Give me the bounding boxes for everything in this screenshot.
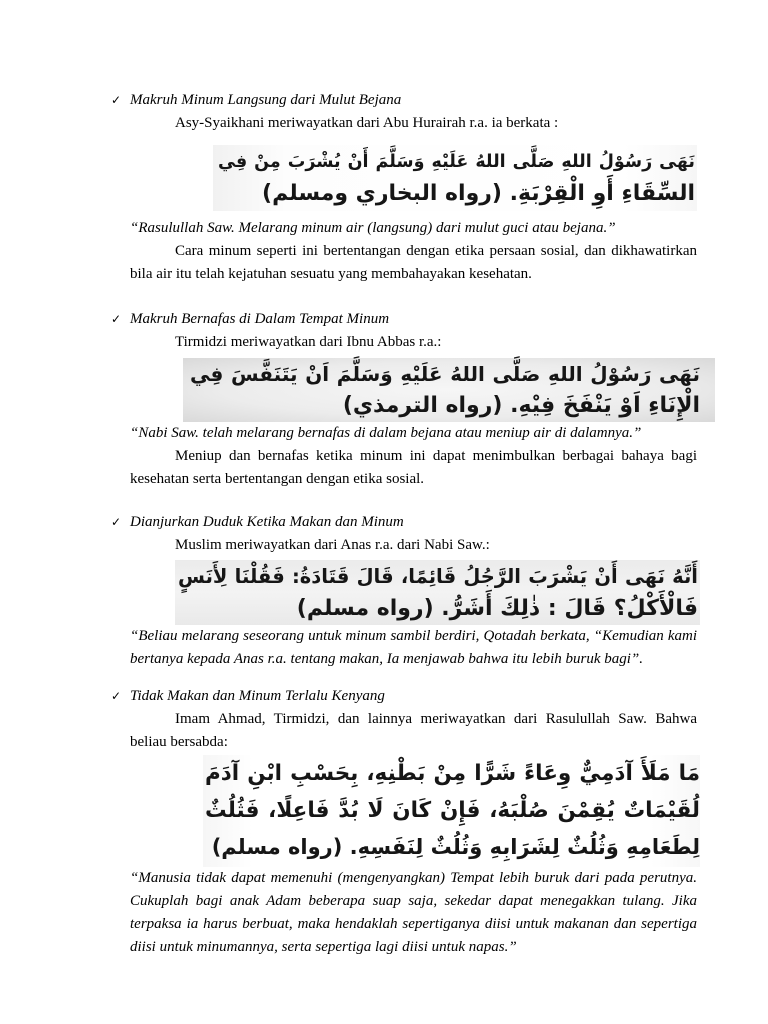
- arabic-hadith-scan: [183, 358, 715, 422]
- hadith-translation: terpaksa ia harus berbuat, maka hendaklah sepertiganya diisi untuk makanan dan sepertiga: [130, 916, 697, 932]
- arabic-hadith-scan: [203, 755, 700, 867]
- arabic-hadith-line: نَهَى رَسُوْلُ اللهِ صَلَّى اللهُ عَلَيْهِ وَسَلَّمَ اَنْ يَتَنَفَّسَ فِي: [190, 362, 700, 386]
- explanation-line: bila air itu telah kejatuhan sesuatu yang membahayakan kesehatan.: [130, 266, 532, 282]
- section-makruh-minum-langsung: [0, 89, 768, 286]
- checkmark-icon: ✓: [111, 515, 122, 529]
- hadith-intro: Imam Ahmad, Tirmidzi, dan lainnya meriwayatkan dari Rasulullah Saw. Bahwa: [175, 711, 697, 727]
- arabic-hadith-line: السِّقَاءِ أَوِ الْقِرْبَةِ. (رواه البخاري ومسلم): [262, 181, 695, 206]
- section-heading: [111, 511, 697, 534]
- explanation-line: kesehatan serta bertentangan dengan etika sosial.: [130, 471, 425, 487]
- hadith-translation: diisi untuk minumannya, serta sepertiga lagi diisi untuk napas.”: [130, 939, 517, 955]
- checkmark-icon: ✓: [111, 93, 122, 107]
- hadith-intro: Muslim meriwayatkan dari Anas r.a. dari Nabi Saw.:: [175, 537, 490, 553]
- arabic-hadith-line: مَا مَلَأَ آدَمِيٌّ وِعَاءً شَرًّا مِنْ بَطْنِهِ، بِحَسْبِ ابْنِ آدَمَ: [205, 761, 700, 786]
- arabic-hadith-scan: [213, 145, 697, 211]
- section-heading: [111, 685, 697, 708]
- hadith-intro: Asy-Syaikhani meriwayatkan dari Abu Hurairah r.a. ia berkata :: [175, 115, 559, 131]
- section-heading: [111, 89, 697, 112]
- arabic-hadith-line: لِطَعَامِهِ وَثُلُثٌ لِشَرَابِهِ وَثُلُثٌ لِنَفَسِهِ. (رواه مسلم): [211, 835, 700, 859]
- arabic-hadith-line: الْإِنَاءِ اَوْ يَنْفَخَ فِيْهِ. (رواه الترمذي): [342, 393, 700, 418]
- hadith-translation: “Nabi Saw. telah melarang bernafas di dalam bejana atau meniup air di dalamnya.”: [130, 425, 642, 441]
- explanation-line: Cara minum seperti ini bertentangan dengan etika persaan sosial, dan dikhawatirkan: [175, 243, 697, 259]
- hadith-translation: “Beliau melarang seseorang untuk minum sambil berdiri, Qotadah berkata, “Kemudian kami: [130, 628, 697, 644]
- section-heading-text: Dianjurkan Duduk Ketika Makan dan Minum: [130, 514, 404, 530]
- section-makruh-bernafas: [0, 308, 768, 491]
- section-heading-text: Makruh Bernafas di Dalam Tempat Minum: [130, 311, 390, 327]
- hadith-translation: bertanya kepada Anas r.a. tentang makan, Ia menjawab bahwa itu lebih buruk bagi”.: [130, 651, 644, 667]
- arabic-hadith-scan: [175, 560, 700, 625]
- hadith-intro: Tirmidzi meriwayatkan dari Ibnu Abbas r.a.:: [175, 334, 442, 350]
- section-duduk-ketika-makan: [0, 511, 768, 671]
- section-heading-text: Makruh Minum Langsung dari Mulut Bejana: [130, 92, 402, 108]
- section-heading-text: Tidak Makan dan Minum Terlalu Kenyang: [130, 688, 385, 704]
- arabic-hadith-line: فَالْأَكْلُ؟ قَالَ : ذٰلِكَ أَشَرُّ. (رواه مسلم): [296, 596, 698, 621]
- section-tidak-terlalu-kenyang: [0, 685, 768, 959]
- section-heading: [111, 308, 697, 331]
- checkmark-icon: ✓: [111, 312, 122, 326]
- hadith-intro: beliau bersabda:: [130, 734, 228, 750]
- checkmark-icon: ✓: [111, 689, 122, 703]
- hadith-translation: Cukuplah bagi anak Adam beberapa suap saja, sekedar dapat menegakkan tulang. Jika: [130, 893, 697, 909]
- arabic-hadith-line: نَهَى رَسُوْلُ اللهِ صَلَّى اللهُ عَلَيْهِ وَسَلَّمَ أَنْ يُشْرَبَ مِنْ فِي: [218, 152, 695, 172]
- hadith-translation: “Rasulullah Saw. Melarang minum air (langsung) dari mulut guci atau bejana.”: [130, 220, 616, 236]
- explanation-line: Meniup dan bernafas ketika minum ini dapat menimbulkan berbagai bahaya bagi: [175, 448, 697, 464]
- hadith-translation: “Manusia tidak dapat memenuhi (mengenyangkan) Tempat lebih buruk dari pada perutnya.: [130, 870, 697, 886]
- arabic-hadith-line: أَنَّهُ نَهَى أَنْ يَشْرَبَ الرَّجُلُ قَائِمًا، قَالَ قَتَادَةُ: فَقُلْنَا لِأَنَسٍ: [178, 565, 698, 588]
- arabic-hadith-line: لُقَيْمَاتٌ يُقِمْنَ صُلْبَهُ، فَإِنْ كَانَ لَا بُدَّ فَاعِلًا، فَثُلُثٌ: [205, 798, 700, 823]
